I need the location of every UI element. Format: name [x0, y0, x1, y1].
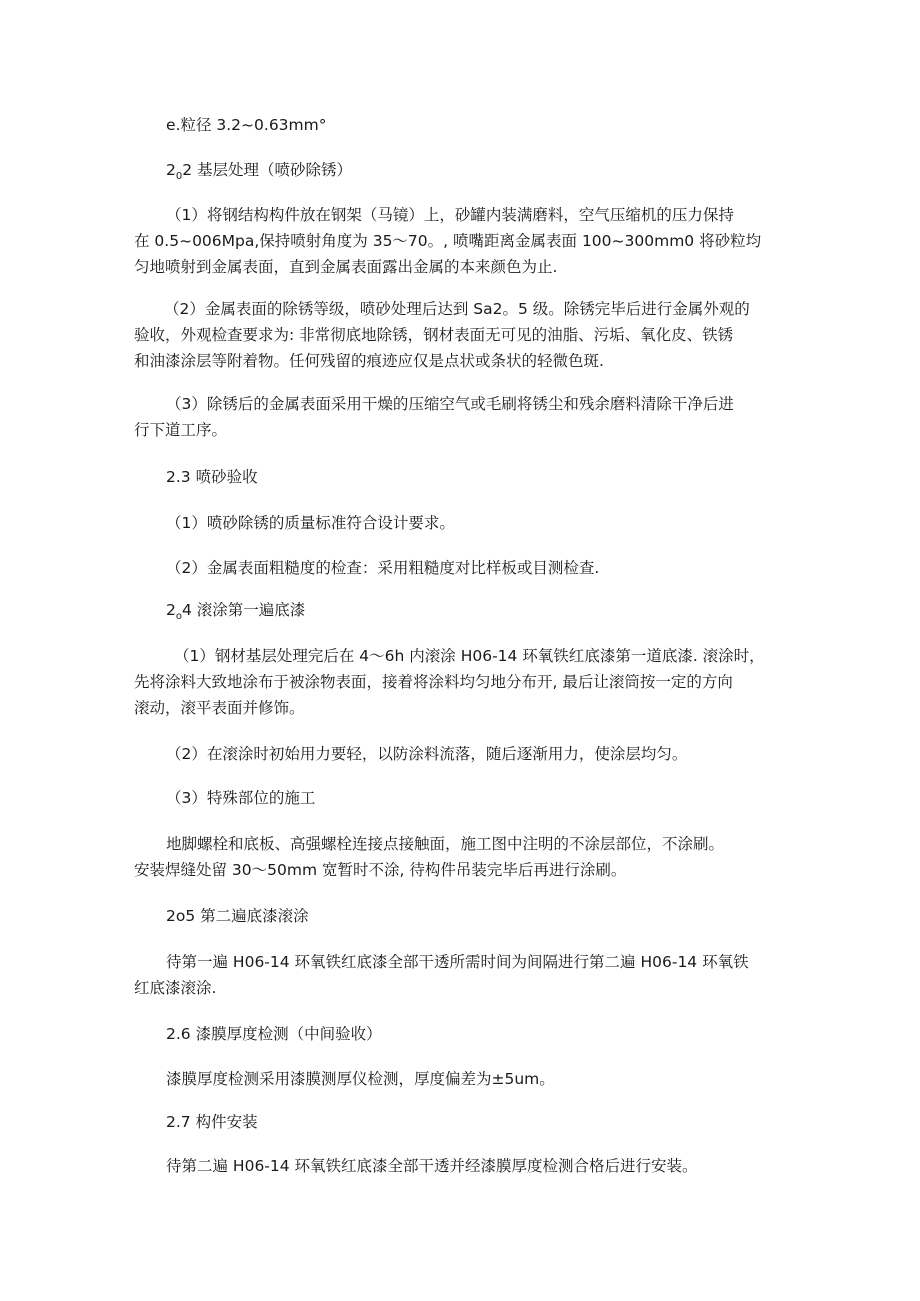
- heading-2-2-subscript: 0: [175, 171, 183, 182]
- heading-2-7-title: 2.7 构件安装: [166, 1113, 258, 1131]
- paragraph-2-2-1: [134, 202, 794, 280]
- section-heading-2-7: [166, 1109, 826, 1135]
- section-heading-2-4: [166, 597, 826, 626]
- paragraph-line: 滚动，滚平表面并修饰。: [134, 699, 305, 717]
- section-heading-2-3: [166, 464, 826, 490]
- paragraph-line: （2）在滚涂时初始用力要轻，以防涂料流落，随后逐渐用力，使涂层均匀。: [166, 745, 688, 763]
- paragraph-line: （2）金属表面的除锈等级，喷砂处理后达到 Sa2。5 级。除锈完毕后进行金属外观的: [164, 300, 750, 318]
- paragraph-2-5-1: [134, 949, 794, 1001]
- paragraph-line: 匀地喷射到金属表面，直到金属表面露出金属的本来颜色为止.: [134, 258, 558, 276]
- heading-2-4-subscript: o: [175, 611, 182, 622]
- paragraph-line: 行下道工序。: [134, 421, 228, 439]
- paragraph-2-6-1: [166, 1066, 826, 1092]
- paragraph-line: 漆膜厚度检测采用漆膜测厚仪检测，厚度偏差为±5um。: [166, 1070, 555, 1088]
- paragraph-2-4-4: [134, 831, 794, 883]
- paragraph-2-3-1: [166, 510, 826, 536]
- paragraph-2-3-2: [166, 555, 826, 581]
- paragraph-line: 待第一遍 H06-14 环氧铁红底漆全部干透所需时间为间隔进行第二遍 H06-14 环氧铁: [166, 953, 749, 971]
- paragraph-line: 地脚螺栓和底板、高强螺栓连接点接触面，施工图中注明的不涂层部位，不涂刷。: [166, 835, 725, 853]
- paragraph-line: 验收，外观检查要求为: 非常彻底地除锈，钢材表面无可见的油脂、污垢、氧化皮、铁锈: [134, 326, 734, 344]
- paragraph-2-4-2: [166, 741, 826, 767]
- grain-size-line: [166, 112, 826, 138]
- paragraph-line: 红底漆滚涂.: [134, 979, 217, 997]
- paragraph-line: （3）特殊部位的施工: [166, 789, 316, 807]
- section-heading-2-2: [166, 157, 826, 186]
- paragraph-line: （3）除锈后的金属表面采用干燥的压缩空气或毛刷将锈尘和残余磨料清除干净后进: [166, 395, 734, 413]
- paragraph-2-7-1: [166, 1153, 826, 1179]
- heading-2-4-prefix: 2: [166, 601, 176, 619]
- paragraph-line: （1）将钢结构构件放在钢架（马镜）上，砂罐内装满磨料，空气压缩机的压力保持: [166, 206, 734, 224]
- section-heading-2-6: [166, 1021, 826, 1047]
- paragraph-2-2-2: [134, 296, 794, 374]
- paragraph-line: （1）喷砂除锈的质量标准符合设计要求。: [166, 514, 455, 532]
- heading-2-4-title: 4 滚涂第一遍底漆: [182, 601, 306, 619]
- heading-2-3-title: 2.3 喷砂验收: [166, 468, 258, 486]
- paragraph-2-4-3: [166, 785, 826, 811]
- paragraph-line: 待第二遍 H06-14 环氧铁红底漆全部干透并经漆膜厚度检测合格后进行安装。: [166, 1157, 698, 1175]
- heading-2-5-title: 2o5 第二遍底漆滚涂: [166, 907, 309, 925]
- heading-2-2-title: 2 基层处理（喷砂除锈）: [182, 161, 353, 179]
- paragraph-2-2-3: [134, 391, 794, 443]
- heading-2-2-prefix: 2: [166, 161, 176, 179]
- paragraph-line: 和油漆涂层等附着物。任何残留的痕迹应仅是点状或条状的轻微色斑.: [134, 352, 604, 370]
- paragraph-line: （1）钢材基层处理完后在 4～6h 内滚涂 H06-14 环氧铁红底漆第一道底漆. 滚涂时，: [174, 647, 765, 665]
- paragraph-line: （2）金属表面粗糙度的检查：采用粗糙度对比样板或目测检查.: [166, 559, 600, 577]
- paragraph-line: 先将涂料大致地涂布于被涂物表面，接着将涂料均匀地分布开, 最后让滚筒按一定的方向: [134, 673, 733, 691]
- paragraph-line: 安装焊缝处留 30～50mm 宽暂时不涂, 待构件吊装完毕后再进行涂刷。: [134, 861, 627, 879]
- paragraph-line: 在 0.5~006Mpa,保持喷射角度为 35～70。, 喷嘴距离金属表面 100~300mm0 将砂粒均: [134, 232, 762, 250]
- paragraph-2-4-1: [134, 643, 794, 721]
- heading-2-6-title: 2.6 漆膜厚度检测（中间验收）: [166, 1025, 382, 1043]
- grain-size-text: e.粒径 3.2~0.63mm°: [166, 116, 327, 134]
- section-heading-2-5: [166, 903, 826, 929]
